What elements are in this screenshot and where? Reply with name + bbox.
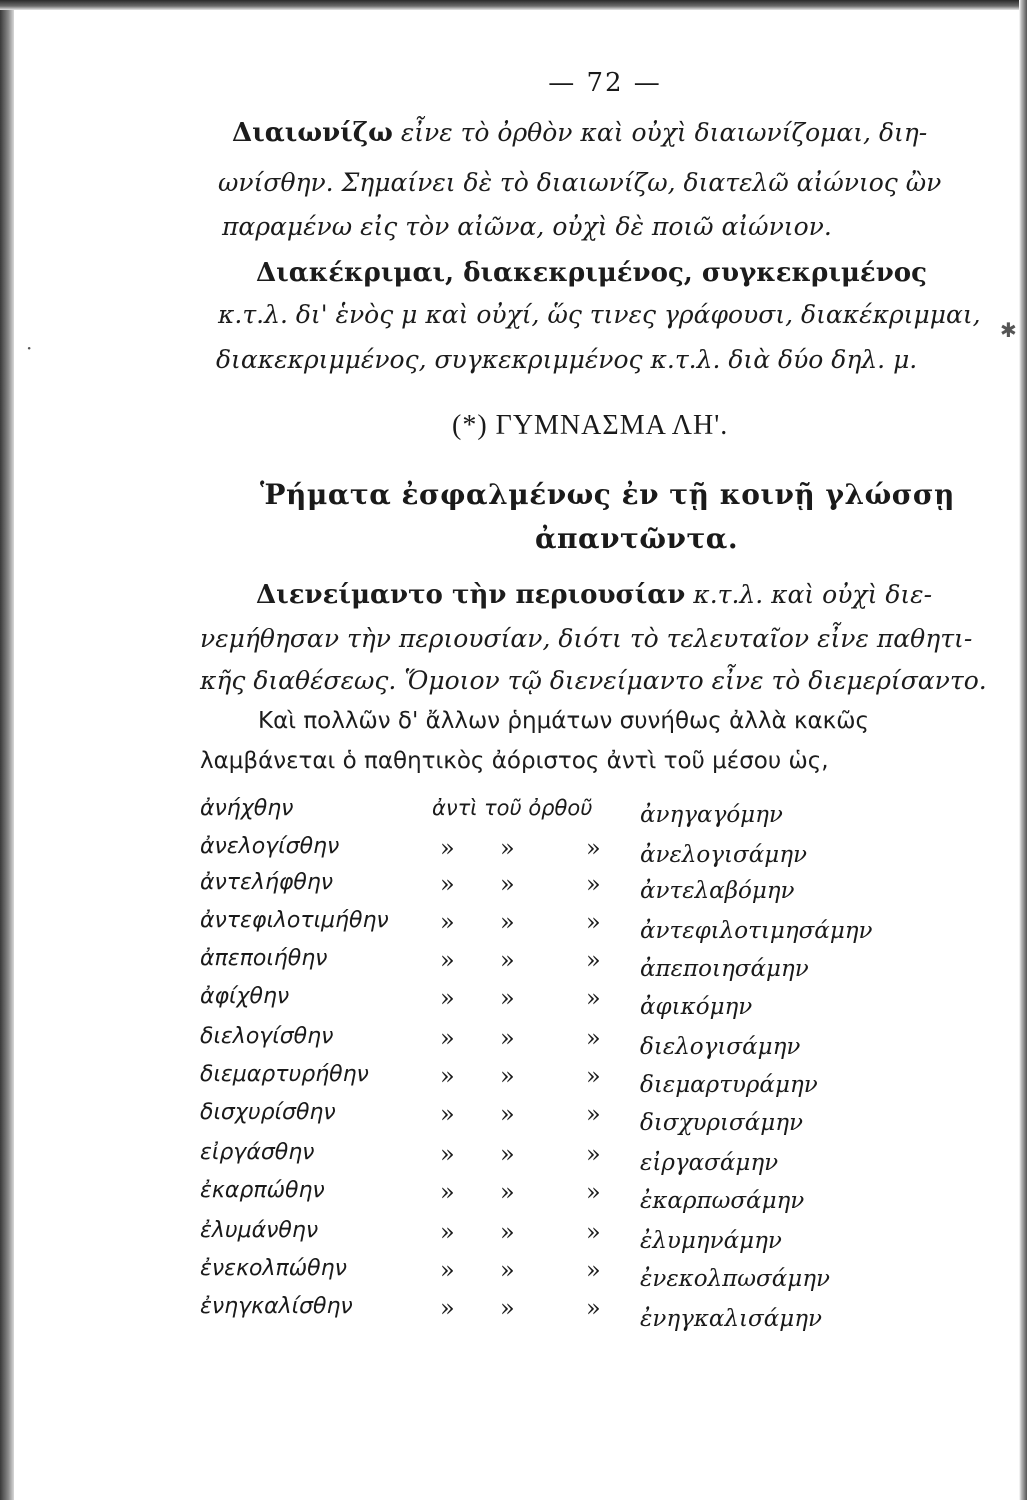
ditto-mark: » — [440, 984, 455, 1012]
middle-form: ἀντεφιλοτιμησάμην — [640, 918, 873, 944]
paragraph-4-line-1: Καὶ πολλῶν δ' ἄλλων ῥημάτων συνήθως ἀλλὰ κακῶς — [258, 708, 869, 734]
ditto-mark: » — [440, 1062, 455, 1090]
paragraph-1-text-1: εἶνε τὸ ὀρθὸν καὶ οὐχὶ διαιωνίζομαι, διη- — [400, 118, 928, 147]
paragraph-4-line-2: λαμβάνεται ὁ παθητικὸς ἀόριστος ἀντὶ τοῦ μέσου ὡς, — [200, 748, 829, 774]
paragraph-2-line-1 — [256, 258, 927, 288]
middle-form: ἀνηγαγόμην — [640, 802, 783, 828]
scan-border-right — [1019, 0, 1027, 1500]
table-row — [200, 1256, 900, 1290]
ditto-mark: » — [440, 870, 455, 898]
subheading-line-1: Ῥήματα ἐσφαλμένως ἐν τῇ κοινῇ γλώσσῃ — [260, 478, 955, 511]
paragraph-2-lead: Διακέκριμαι, διακεκριμένος, συγκεκριμένος — [256, 258, 927, 288]
table-row — [200, 1024, 900, 1058]
ditto-mark: » — [440, 1100, 455, 1128]
ditto-mark: » — [586, 1024, 601, 1052]
ditto-mark: » — [500, 834, 515, 862]
scan-speck: · — [26, 336, 33, 360]
paragraph-3-line-3: κῆς διαθέσεως. Ὅμοιον τῷ διενείμαντο εἶνε τὸ διεμερίσαντο. — [200, 666, 987, 695]
ditto-mark: » — [500, 870, 515, 898]
ditto-mark: » — [440, 908, 455, 936]
ditto-mark: » — [586, 1140, 601, 1168]
ditto-mark: » — [500, 984, 515, 1012]
ditto-mark: » — [500, 1294, 515, 1322]
passive-form: ἀνήχθην — [200, 796, 294, 821]
table-row — [200, 1218, 900, 1252]
paragraph-3-line-1 — [256, 580, 932, 610]
middle-form: διεμαρτυράμην — [640, 1072, 818, 1098]
paragraph-1-lead: Διαιωνίζω — [232, 118, 393, 148]
table-row — [200, 946, 900, 980]
passive-form: ἀντελήφθην — [200, 870, 334, 895]
passive-form: διελογίσθην — [200, 1024, 334, 1049]
table-row — [200, 834, 900, 868]
table-row — [200, 1062, 900, 1096]
table-row — [200, 1100, 900, 1134]
table-row — [200, 870, 900, 904]
ditto-mark: » — [440, 834, 455, 862]
scan-border-left — [0, 0, 14, 1500]
middle-form: εἰργασάμην — [640, 1150, 779, 1176]
passive-form: δισχυρίσθην — [200, 1100, 336, 1125]
table-row — [200, 1294, 900, 1332]
ditto-mark: » — [586, 946, 601, 974]
middle-form: ἀπεποιησάμην — [640, 956, 809, 982]
paragraph-1-line-3: παραμένω εἰς τὸν αἰῶνα, οὐχὶ δὲ ποιῶ αἰώνιον. — [222, 212, 832, 241]
ditto-mark: » — [440, 946, 455, 974]
table-row — [200, 908, 900, 942]
passive-form: διεμαρτυρήθην — [200, 1062, 369, 1087]
middle-form: ἐνηγκαλισάμην — [640, 1306, 823, 1332]
paragraph-1-line-2: ωνίσθην. Σημαίνει δὲ τὸ διαιωνίζω, διατελῶ αἰώνιος ὢν — [218, 168, 942, 197]
ditto-mark: » — [500, 946, 515, 974]
ditto-mark: » — [440, 1140, 455, 1168]
passive-form: ἀνελογίσθην — [200, 834, 340, 859]
ditto-mark: » — [586, 1294, 601, 1322]
ditto-mark: » — [586, 1256, 601, 1284]
passive-form: ἀφίχθην — [200, 984, 290, 1009]
paragraph-3-text-1: κ.τ.λ. καὶ οὐχὶ διε- — [693, 580, 933, 609]
table-row — [200, 1140, 900, 1174]
table-row — [200, 796, 900, 830]
paragraph-2-line-2: κ.τ.λ. δι' ἑνὸς μ καὶ οὐχί, ὥς τινες γράφουσι, διακέκριμμαι, — [218, 300, 981, 329]
ditto-mark: » — [500, 1140, 515, 1168]
ditto-mark: » — [500, 908, 515, 936]
ditto-mark: » — [586, 1178, 601, 1206]
ditto-mark: » — [440, 1024, 455, 1052]
passive-form: ἐλυμάνθην — [200, 1218, 319, 1243]
ditto-mark: » — [440, 1178, 455, 1206]
ditto-mark: » — [500, 1062, 515, 1090]
paragraph-2-line-3: διακεκριμμένος, συγκεκριμμένος κ.τ.λ. διὰ δύο δηλ. μ. — [216, 345, 918, 374]
scan-speck: ✱ — [1000, 318, 1017, 342]
middle-form: ἐνεκολπωσάμην — [640, 1266, 830, 1292]
ditto-mark: » — [440, 1256, 455, 1284]
table-row — [200, 984, 900, 1018]
ditto-mark: » — [500, 1100, 515, 1128]
ditto-mark: » — [500, 1218, 515, 1246]
passive-form: ἐκαρπώθην — [200, 1178, 325, 1203]
middle-form: διελογισάμην — [640, 1034, 801, 1060]
passive-form: ἀντεφιλοτιμήθην — [200, 908, 389, 933]
ditto-mark: » — [586, 870, 601, 898]
passive-form: ἀπεποιήθην — [200, 946, 328, 971]
middle-form: ἀνελογισάμην — [640, 842, 807, 868]
ditto-mark: » — [586, 1218, 601, 1246]
passive-form: εἰργάσθην — [200, 1140, 315, 1165]
instead-label: ἀντὶ τοῦ ὀρθοῦ — [432, 796, 593, 820]
paragraph-3-line-2: νεμήθησαν τὴν περιουσίαν, διότι τὸ τελευταῖον εἶνε παθητι- — [200, 624, 973, 653]
table-row — [200, 1178, 900, 1212]
ditto-mark: » — [500, 1256, 515, 1284]
ditto-mark: » — [440, 1218, 455, 1246]
middle-form: ἀντελαβόμην — [640, 878, 795, 904]
ditto-mark: » — [586, 834, 601, 862]
paragraph-3-lead: Διενείμαντο τὴν περιουσίαν — [256, 580, 686, 610]
page-number: — 72 — — [548, 68, 662, 98]
subheading-line-2: ἀπαντῶντα. — [535, 522, 739, 555]
passive-form: ἐνεκολπώθην — [200, 1256, 347, 1281]
middle-form: ἐλυμηνάμην — [640, 1228, 782, 1254]
ditto-mark: » — [440, 1294, 455, 1322]
ditto-mark: » — [586, 1100, 601, 1128]
ditto-mark: » — [586, 1062, 601, 1090]
middle-form: ἐκαρπωσάμην — [640, 1188, 805, 1214]
passive-form: ἐνηγκαλίσθην — [200, 1294, 353, 1319]
paragraph-1-line-1 — [232, 118, 927, 148]
ditto-mark: » — [586, 908, 601, 936]
ditto-mark: » — [500, 1178, 515, 1206]
middle-form: ἀφικόμην — [640, 994, 753, 1020]
ditto-mark: » — [500, 1024, 515, 1052]
middle-form: δισχυρισάμην — [640, 1110, 803, 1136]
ditto-mark: » — [586, 984, 601, 1012]
section-heading: (*) ΓΥΜΝΑΣΜΑ ΛΗ'. — [452, 410, 729, 441]
scan-border-top — [0, 0, 1027, 10]
